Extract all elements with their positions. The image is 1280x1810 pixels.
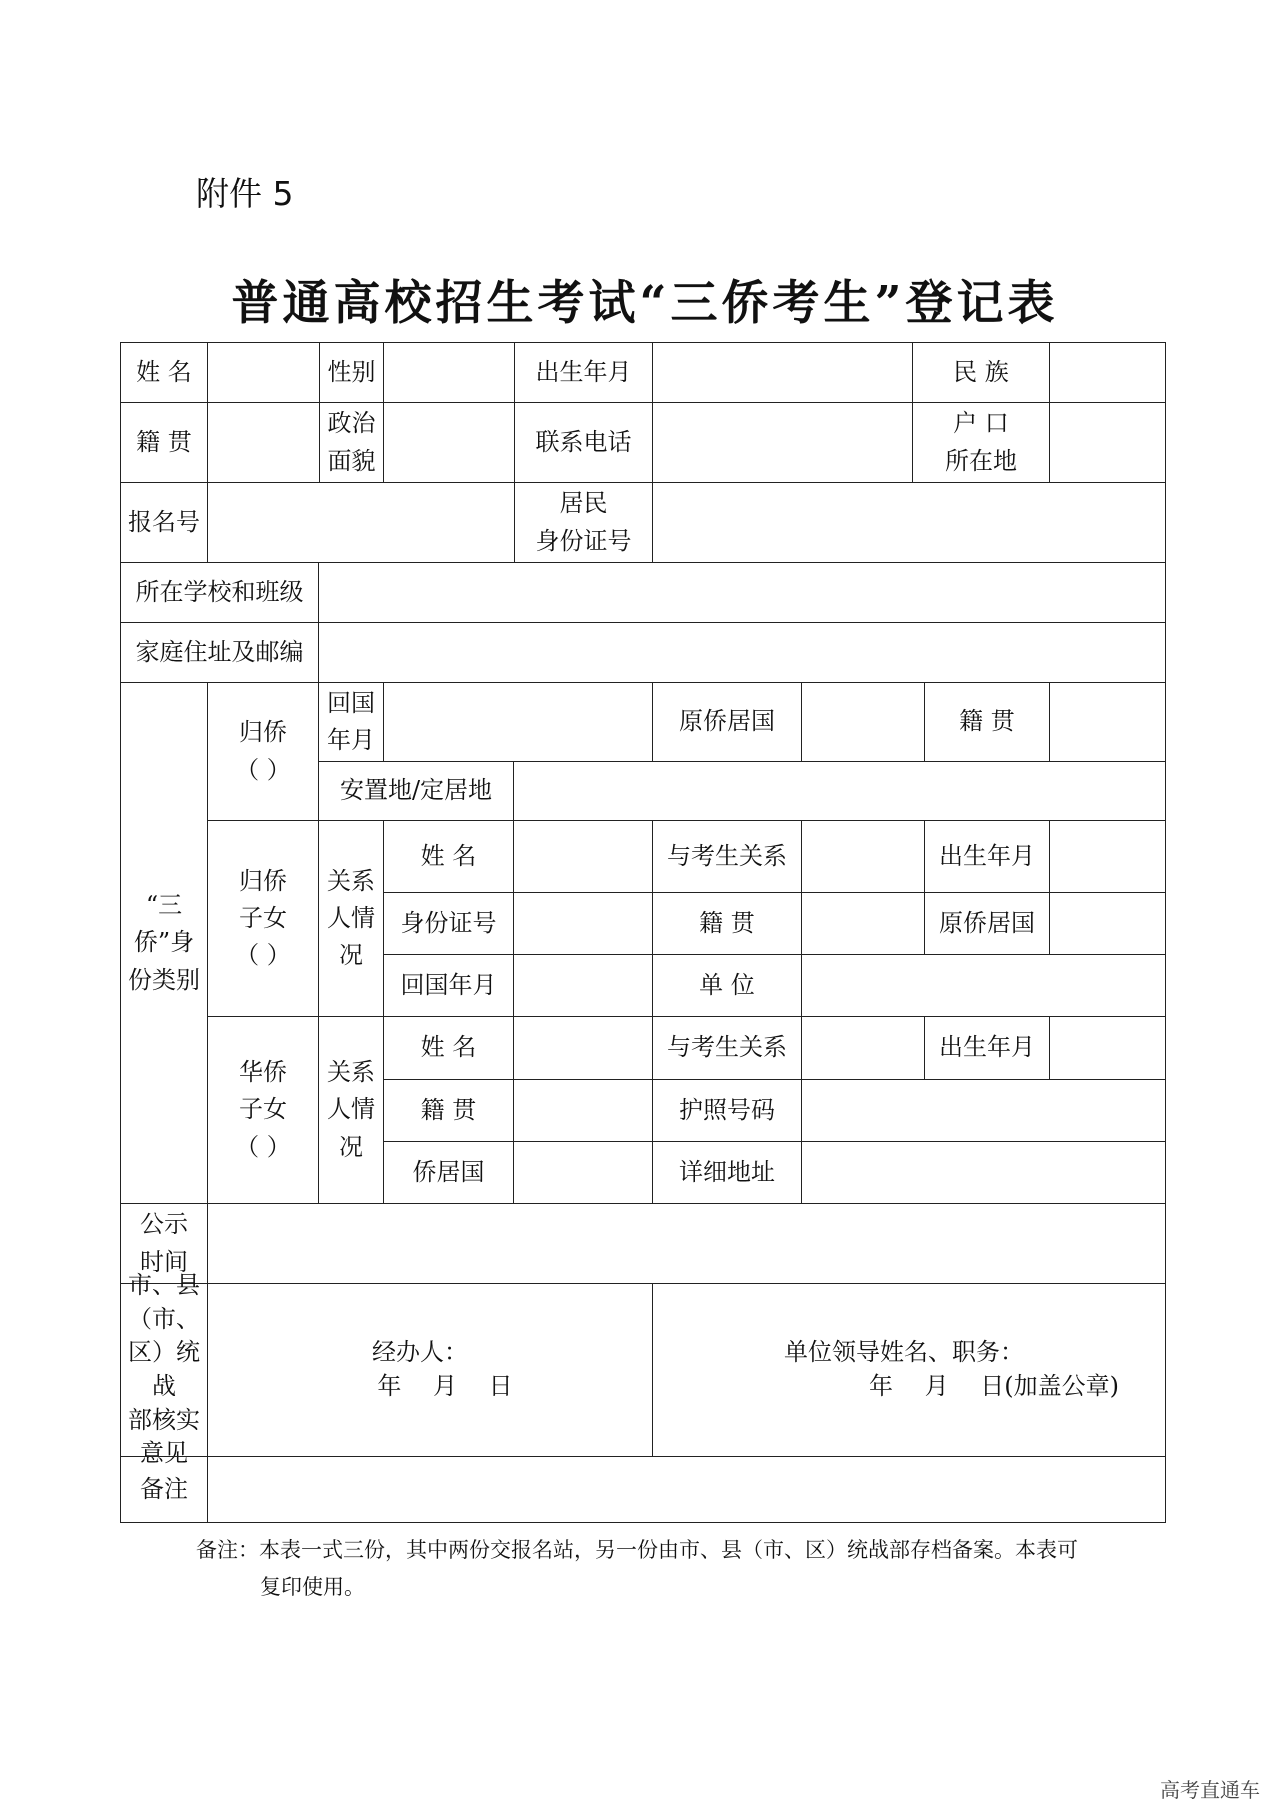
s-unit-field[interactable]: [801, 954, 1166, 1017]
native-field[interactable]: [207, 402, 320, 483]
s-orig-field[interactable]: [1049, 892, 1166, 955]
h-passport-field[interactable]: [801, 1079, 1166, 1142]
h-birth-field[interactable]: [1049, 1016, 1166, 1080]
s-return-field[interactable]: [513, 954, 653, 1017]
attachment-label: 附件 5: [196, 174, 294, 213]
label-ethnicity: 民 族: [912, 342, 1050, 403]
label-relation-info: 关系 人情 况: [318, 820, 384, 1017]
s-id-field[interactable]: [513, 892, 653, 955]
label-remarks: 备注: [120, 1456, 208, 1523]
h-name-field[interactable]: [513, 1016, 653, 1080]
label-sanqiao-category: “三 侨”身 份类别: [120, 682, 208, 1204]
form-title: 普通高校招生考试“三侨考生”登记表: [231, 276, 1059, 331]
label-id-no: 居民 身份证号: [514, 482, 653, 563]
handler-section[interactable]: [207, 1283, 653, 1457]
leader-label: 单位领导姓名、职务：: [784, 1338, 1024, 1367]
label-school: 所在学校和班级: [120, 562, 319, 623]
label-settle: 安置地/定居地: [318, 761, 514, 821]
footnote: [196, 1532, 1096, 1606]
label-name: 姓 名: [120, 342, 208, 403]
politics-field[interactable]: [383, 402, 515, 483]
label-native-2: 籍 贯: [924, 682, 1050, 762]
footnote-line-1: 备注：本表一式三份，其中两份交报名站，另一份由市、县（市、区）统战部存档备案。本表可: [196, 1538, 1078, 1562]
s-birth-field[interactable]: [1049, 820, 1166, 893]
label-h-relation: 与考生关系: [652, 1016, 802, 1080]
label-politics: 政治 面貌: [319, 402, 384, 483]
label-orig-country: 原侨居国: [652, 682, 802, 762]
h-relation-field[interactable]: [801, 1016, 925, 1080]
label-s-id: 身份证号: [383, 892, 514, 955]
hukou-field[interactable]: [1049, 402, 1166, 483]
return-date-field[interactable]: [383, 682, 653, 762]
s-native-field[interactable]: [801, 892, 925, 955]
label-gui-qiao: 归侨 （ ）: [207, 682, 319, 821]
label-relation-info-2: 关系 人情 况: [318, 1016, 384, 1204]
handler-date: 年 月 日: [377, 1372, 513, 1400]
remarks-field[interactable]: [207, 1456, 1166, 1523]
s-name-field[interactable]: [513, 820, 653, 893]
label-h-native: 籍 贯: [383, 1079, 514, 1142]
label-s-birth: 出生年月: [924, 820, 1050, 893]
label-s-unit: 单 位: [652, 954, 802, 1017]
watermark: 高考直通车: [1160, 1778, 1260, 1802]
native-2-field[interactable]: [1049, 682, 1166, 762]
label-phone: 联系电话: [514, 402, 653, 483]
label-h-name: 姓 名: [383, 1016, 514, 1080]
id-no-field[interactable]: [652, 482, 1166, 563]
label-hua-qiao-children: 华侨 子女 （ ）: [207, 1016, 319, 1204]
label-reg-no: 报名号: [120, 482, 208, 563]
ethnicity-field[interactable]: [1049, 342, 1166, 403]
phone-field[interactable]: [652, 402, 913, 483]
handler-label: 经办人：: [372, 1338, 468, 1367]
s-relation-field[interactable]: [801, 820, 925, 893]
label-s-relation: 与考生关系: [652, 820, 802, 893]
label-gui-qiao-children: 归侨 子女 （ ）: [207, 820, 319, 1017]
footnote-line-2: 复印使用。: [260, 1574, 365, 1599]
label-hukou: 户 口 所在地: [912, 402, 1050, 483]
leader-date: 年 月 日(加盖公章): [869, 1372, 1119, 1400]
label-publicity: 公示 时间: [120, 1203, 208, 1284]
leader-section[interactable]: [652, 1283, 1166, 1457]
label-h-country: 侨居国: [383, 1141, 514, 1204]
publicity-field[interactable]: [207, 1203, 1166, 1284]
gender-field[interactable]: [383, 342, 515, 403]
orig-country-field[interactable]: [801, 682, 925, 762]
label-h-passport: 护照号码: [652, 1079, 802, 1142]
settle-field[interactable]: [513, 761, 1166, 821]
label-address: 家庭住址及邮编: [120, 622, 319, 683]
label-birth: 出生年月: [514, 342, 653, 403]
label-h-address: 详细地址: [652, 1141, 802, 1204]
h-native-field[interactable]: [513, 1079, 653, 1142]
label-opinion: 市、县 （市、 区）统战 部核实 意见: [120, 1283, 208, 1457]
school-field[interactable]: [318, 562, 1166, 623]
reg-no-field[interactable]: [207, 482, 515, 563]
name-field[interactable]: [207, 342, 320, 403]
h-address-field[interactable]: [801, 1141, 1166, 1204]
label-return-date: 回国 年月: [318, 682, 384, 762]
h-country-field[interactable]: [513, 1141, 653, 1204]
label-h-birth: 出生年月: [924, 1016, 1050, 1080]
birth-field[interactable]: [652, 342, 913, 403]
label-s-orig: 原侨居国: [924, 892, 1050, 955]
label-s-return: 回国年月: [383, 954, 514, 1017]
address-field[interactable]: [318, 622, 1166, 683]
label-s-native: 籍 贯: [652, 892, 802, 955]
label-s-name: 姓 名: [383, 820, 514, 893]
registration-form: [121, 343, 1166, 1518]
label-native: 籍 贯: [120, 402, 208, 483]
label-gender: 性别: [319, 342, 384, 403]
